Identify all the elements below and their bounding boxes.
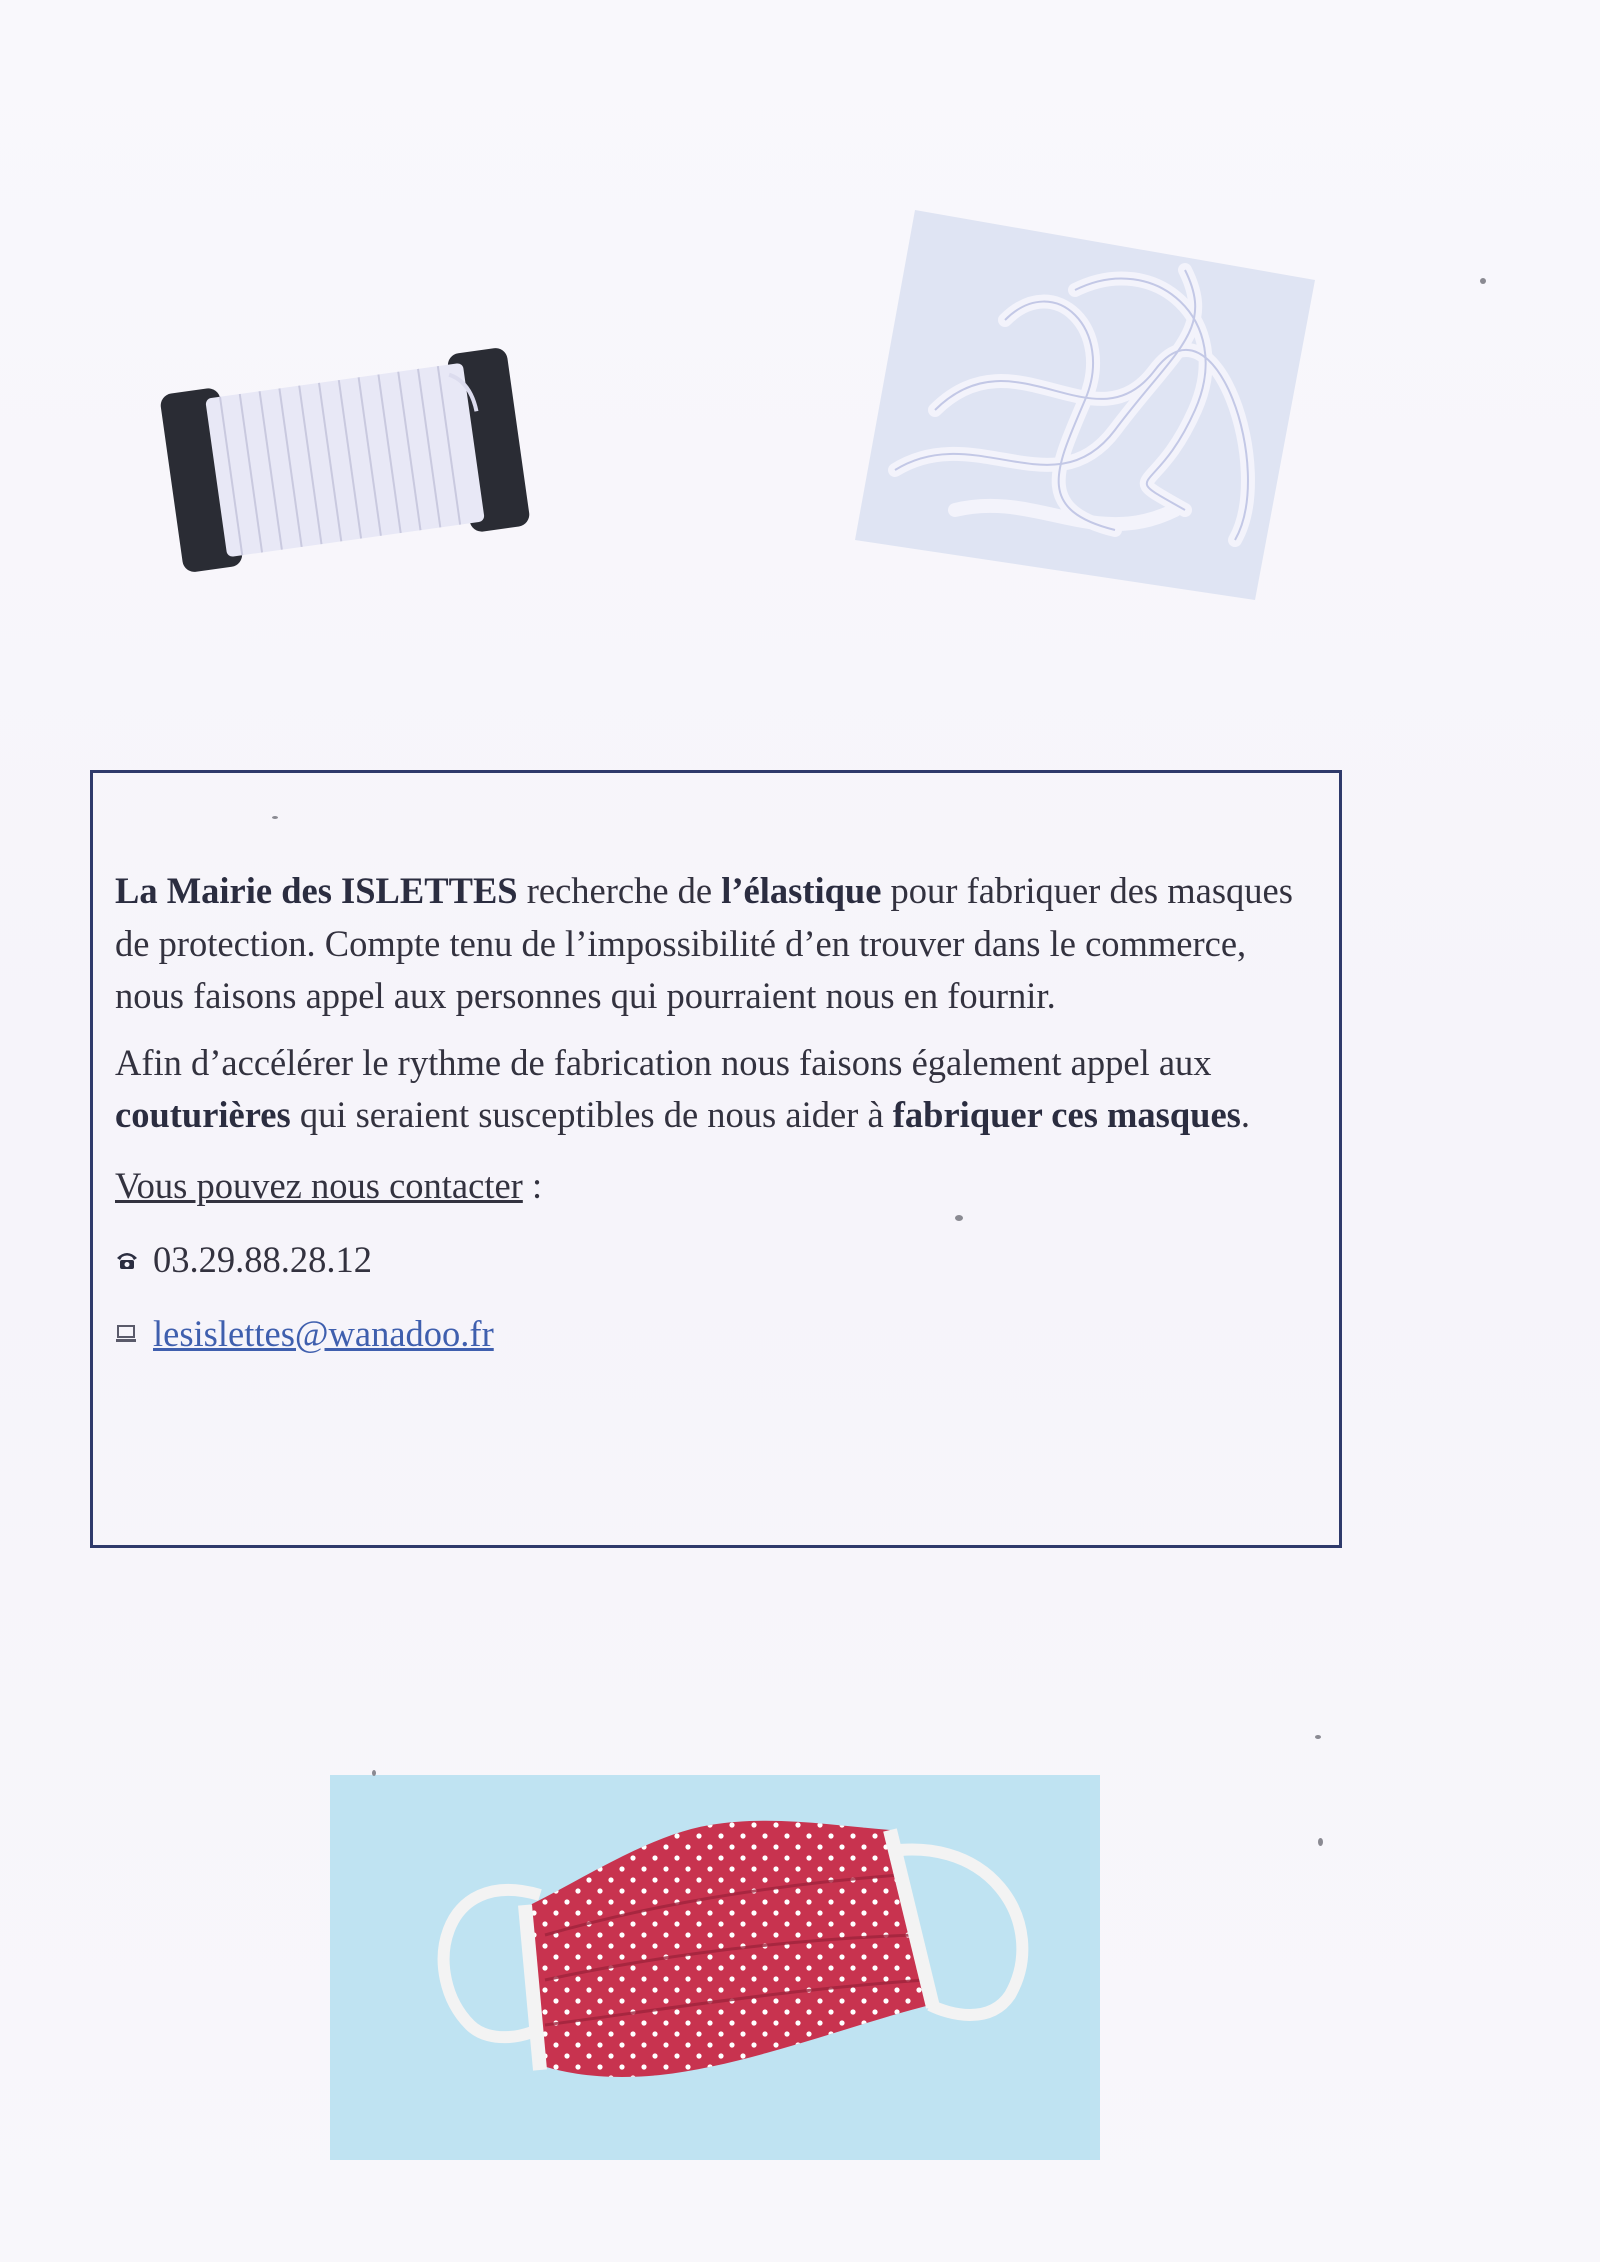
- fabric-mask-photo: [330, 1775, 1100, 2160]
- request-text-2: pour fabriquer des masques de protection. Compte tenu de l’impossibilité d’en trouver dans le commerce, nous faisons appel aux personnes qui pourraient nous en fournir.: [115, 870, 1293, 1016]
- request-paragraph: [115, 865, 1319, 1023]
- phone-number: 03.29.88.28.12: [153, 1239, 372, 1280]
- appeal-task: fabriquer ces masques: [892, 1094, 1241, 1135]
- scan-speck: [955, 1215, 963, 1221]
- email-link[interactable]: lesislettes@wanadoo.fr: [153, 1313, 494, 1354]
- scan-speck: [1318, 1838, 1323, 1846]
- appeal-text-2: qui seraient susceptibles de nous aider à: [290, 1094, 893, 1135]
- loose-elastic-photo: [855, 210, 1315, 600]
- appeal-text-1: Afin d’accélérer le rythme de fabrication nous faisons également appel aux: [115, 1041, 1212, 1083]
- email-row: [115, 1308, 1319, 1360]
- scan-speck: [372, 1770, 376, 1776]
- appeal-paragraph: [115, 1037, 1319, 1142]
- scan-speck: [1480, 278, 1486, 284]
- phone-row: [115, 1234, 1319, 1286]
- contact-heading-suffix: :: [522, 1164, 543, 1206]
- phone-icon: [115, 1250, 141, 1270]
- scan-speck: [1315, 1735, 1321, 1739]
- elastic-spool-photo: [160, 340, 530, 580]
- scan-speck: [272, 816, 278, 819]
- organisation-name: La Mairie des ISLETTES: [115, 870, 518, 911]
- appeal-who: couturières: [115, 1094, 291, 1135]
- contact-heading: Vous pouvez nous contacter: [115, 1164, 523, 1206]
- appeal-text-3: .: [1240, 1094, 1251, 1135]
- computer-icon: [115, 1324, 141, 1344]
- requested-item: l’élastique: [721, 870, 882, 911]
- notice-box: [90, 770, 1342, 1548]
- request-text-1: recherche de: [517, 870, 722, 911]
- contact-heading-line: [115, 1160, 1319, 1213]
